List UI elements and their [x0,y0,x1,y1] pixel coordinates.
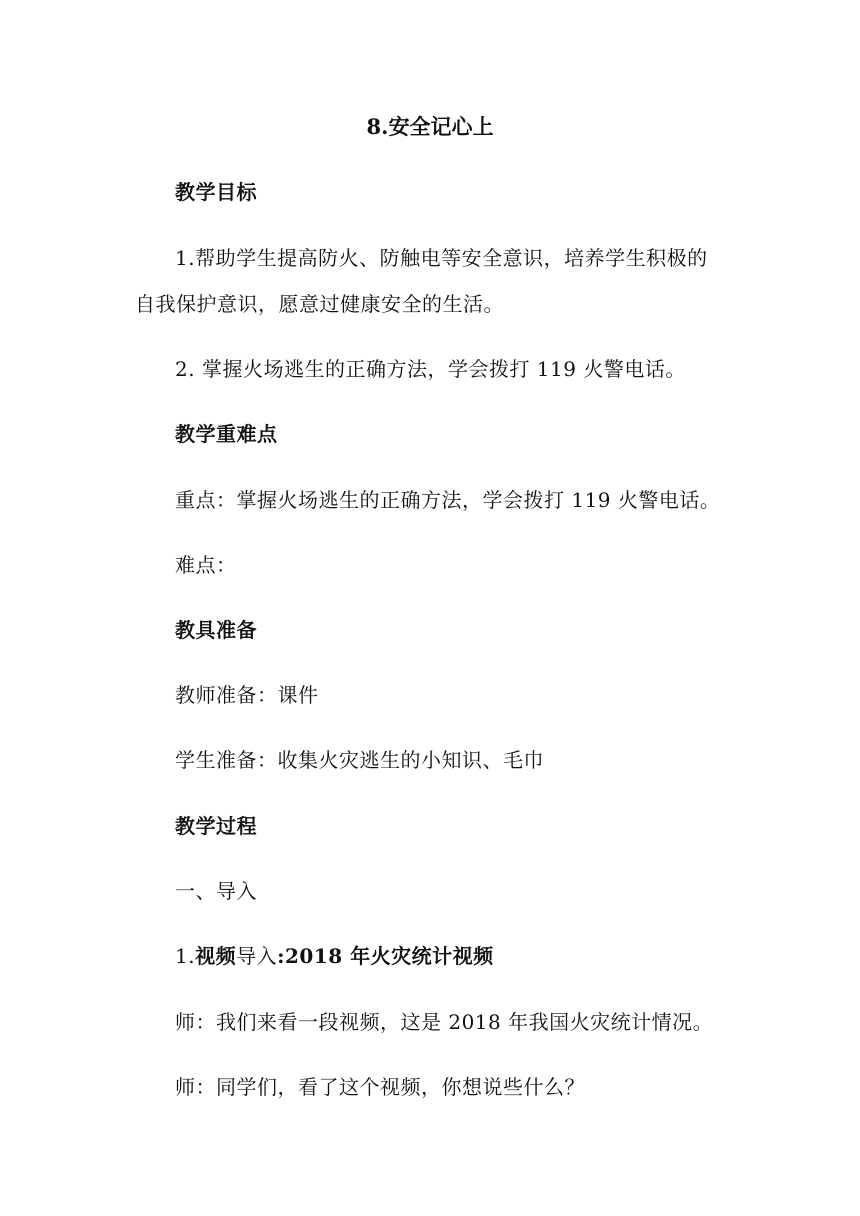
video-intro-line [175,942,494,970]
video-intro-normal: 导入 [236,944,278,968]
student-prep-text: 学生准备：收集火灾逃生的小知识、毛巾 [175,748,544,772]
difficulty-text: 难点： [175,553,237,577]
goal-1-line-1: 1.帮助学生提高防火、防触电等安全意识，培养学生积极的 [175,246,708,270]
video-intro-bold-1: 视频 [195,944,237,968]
section-heading-key-points: 教学重难点 [175,422,278,446]
key-point-text: 重点：掌握火场逃生的正确方法，学会拨打 119 火警电话。 [175,488,721,512]
document-title: 8.安全记心上 [366,114,494,139]
goal-2: 2. 掌握火场逃生的正确方法，学会拨打 119 火警电话。 [175,357,686,381]
section-heading-prep: 教具准备 [175,618,257,642]
section-heading-goals: 教学目标 [175,180,257,204]
section-heading-process: 教学过程 [175,814,257,838]
teacher-line-1: 师：我们来看一段视频，这是 2018 年我国火灾统计情况。 [175,1010,714,1034]
goal-1-line-2: 自我保护意识，愿意过健康安全的生活。 [135,292,504,316]
teacher-prep-text: 教师准备：课件 [175,683,319,707]
teacher-line-2: 师：同学们，看了这个视频，你想说些什么？ [175,1075,585,1099]
step-1-heading: 一、导入 [175,879,257,903]
video-intro-number: 1. [175,944,196,968]
video-intro-bold-2: :2018 年火灾统计视频 [277,944,494,968]
